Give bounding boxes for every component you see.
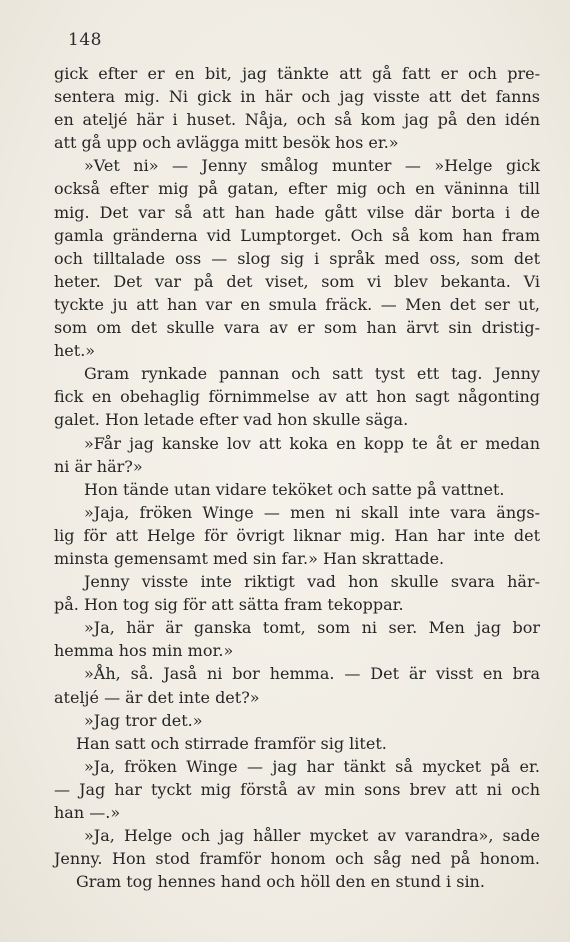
text-line: minsta gemensamt med sin far.» Han skrattade. [54, 548, 445, 568]
text-line: fick en obehaglig förnimmelse av att hon sagt någonting [54, 387, 540, 407]
text-line: »Ja, Helge och jag håller mycket av varandra», sade [84, 826, 540, 846]
text-line: het.» [54, 341, 96, 361]
text-line: gick efter er en bit, jag tänkte att gå fatt er och pre- [54, 64, 540, 83]
text-line: »Ja, här är ganska tomt, som ni ser. Men jag bor [84, 618, 540, 638]
text-line: som om det skulle vara av er som han ärvt sin dristig- [54, 318, 540, 338]
text-line: lig för att Helge för övrigt liknar mig. Han har inte det [54, 525, 540, 545]
text-line: ni är här?» [54, 456, 143, 476]
text-line: en ateljé här i huset. Nåja, och så kom jag på den idén [54, 110, 540, 130]
text-line: han —.» [54, 803, 121, 822]
text-line: heter. Det var på det viset, som vi blev bekanta. Vi [54, 271, 540, 291]
text-line: gamla gränderna vid Lumptorget. Och så kom han fram [54, 225, 540, 245]
text-line: »Ja, fröken Winge — jag har tänkt så mycket på er. [84, 756, 540, 776]
text-line: att gå upp och avlägga mitt besök hos er.» [54, 133, 399, 153]
body-text [54, 62, 540, 893]
text-line: ateljé — är det inte det?» [54, 687, 260, 707]
text-line: sentera mig. Ni gick in här och jag visste att det fanns [54, 87, 540, 107]
text-line: »Vet ni» — Jenny smålog munter — »Helge gick [84, 156, 540, 176]
text-line: Gram rynkade pannan och satt tyst ett tag. Jenny [84, 364, 540, 384]
text-line: »Åh, så. Jaså ni bor hemma. — Det är visst en bra [84, 664, 540, 684]
text-line: »Får jag kanske lov att koka en kopp te åt er medan [84, 433, 540, 453]
text-line: Jenny. Hon stod framför honom och såg ned på honom. [54, 849, 540, 869]
text-line: Hon tände utan vidare teköket och satte på vattnet. [84, 479, 505, 499]
text-line: »Jaja, fröken Winge — men ni skall inte vara ängs- [84, 502, 540, 522]
text-line: på. Hon tog sig för att sätta fram tekoppar. [54, 595, 404, 615]
text-line: tyckte ju att han var en smula fräck. — Men det ser ut, [54, 294, 540, 314]
page-number: 148 [68, 30, 102, 50]
text-line: Jenny visste inte riktigt vad hon skulle svara här- [84, 572, 540, 592]
text-line: mig. Det var så att han hade gått vilse där borta i de [54, 202, 540, 222]
text-line: Gram tog hennes hand och höll den en stund i sin. [76, 872, 485, 892]
text-line: också efter mig på gatan, efter mig och en väninna till [54, 179, 540, 199]
text-line: »Jag tror det.» [84, 710, 203, 730]
text-line: hemma hos min mor.» [54, 641, 234, 661]
text-line: och tilltalade oss — slog sig i språk med oss, som det [54, 248, 540, 268]
text-line: Han satt och stirrade framför sig litet. [76, 733, 387, 753]
text-line: — Jag har tyckt mig förstå av min sons brev att ni och [54, 779, 540, 799]
text-line: galet. Hon letade efter vad hon skulle säga. [54, 410, 409, 430]
